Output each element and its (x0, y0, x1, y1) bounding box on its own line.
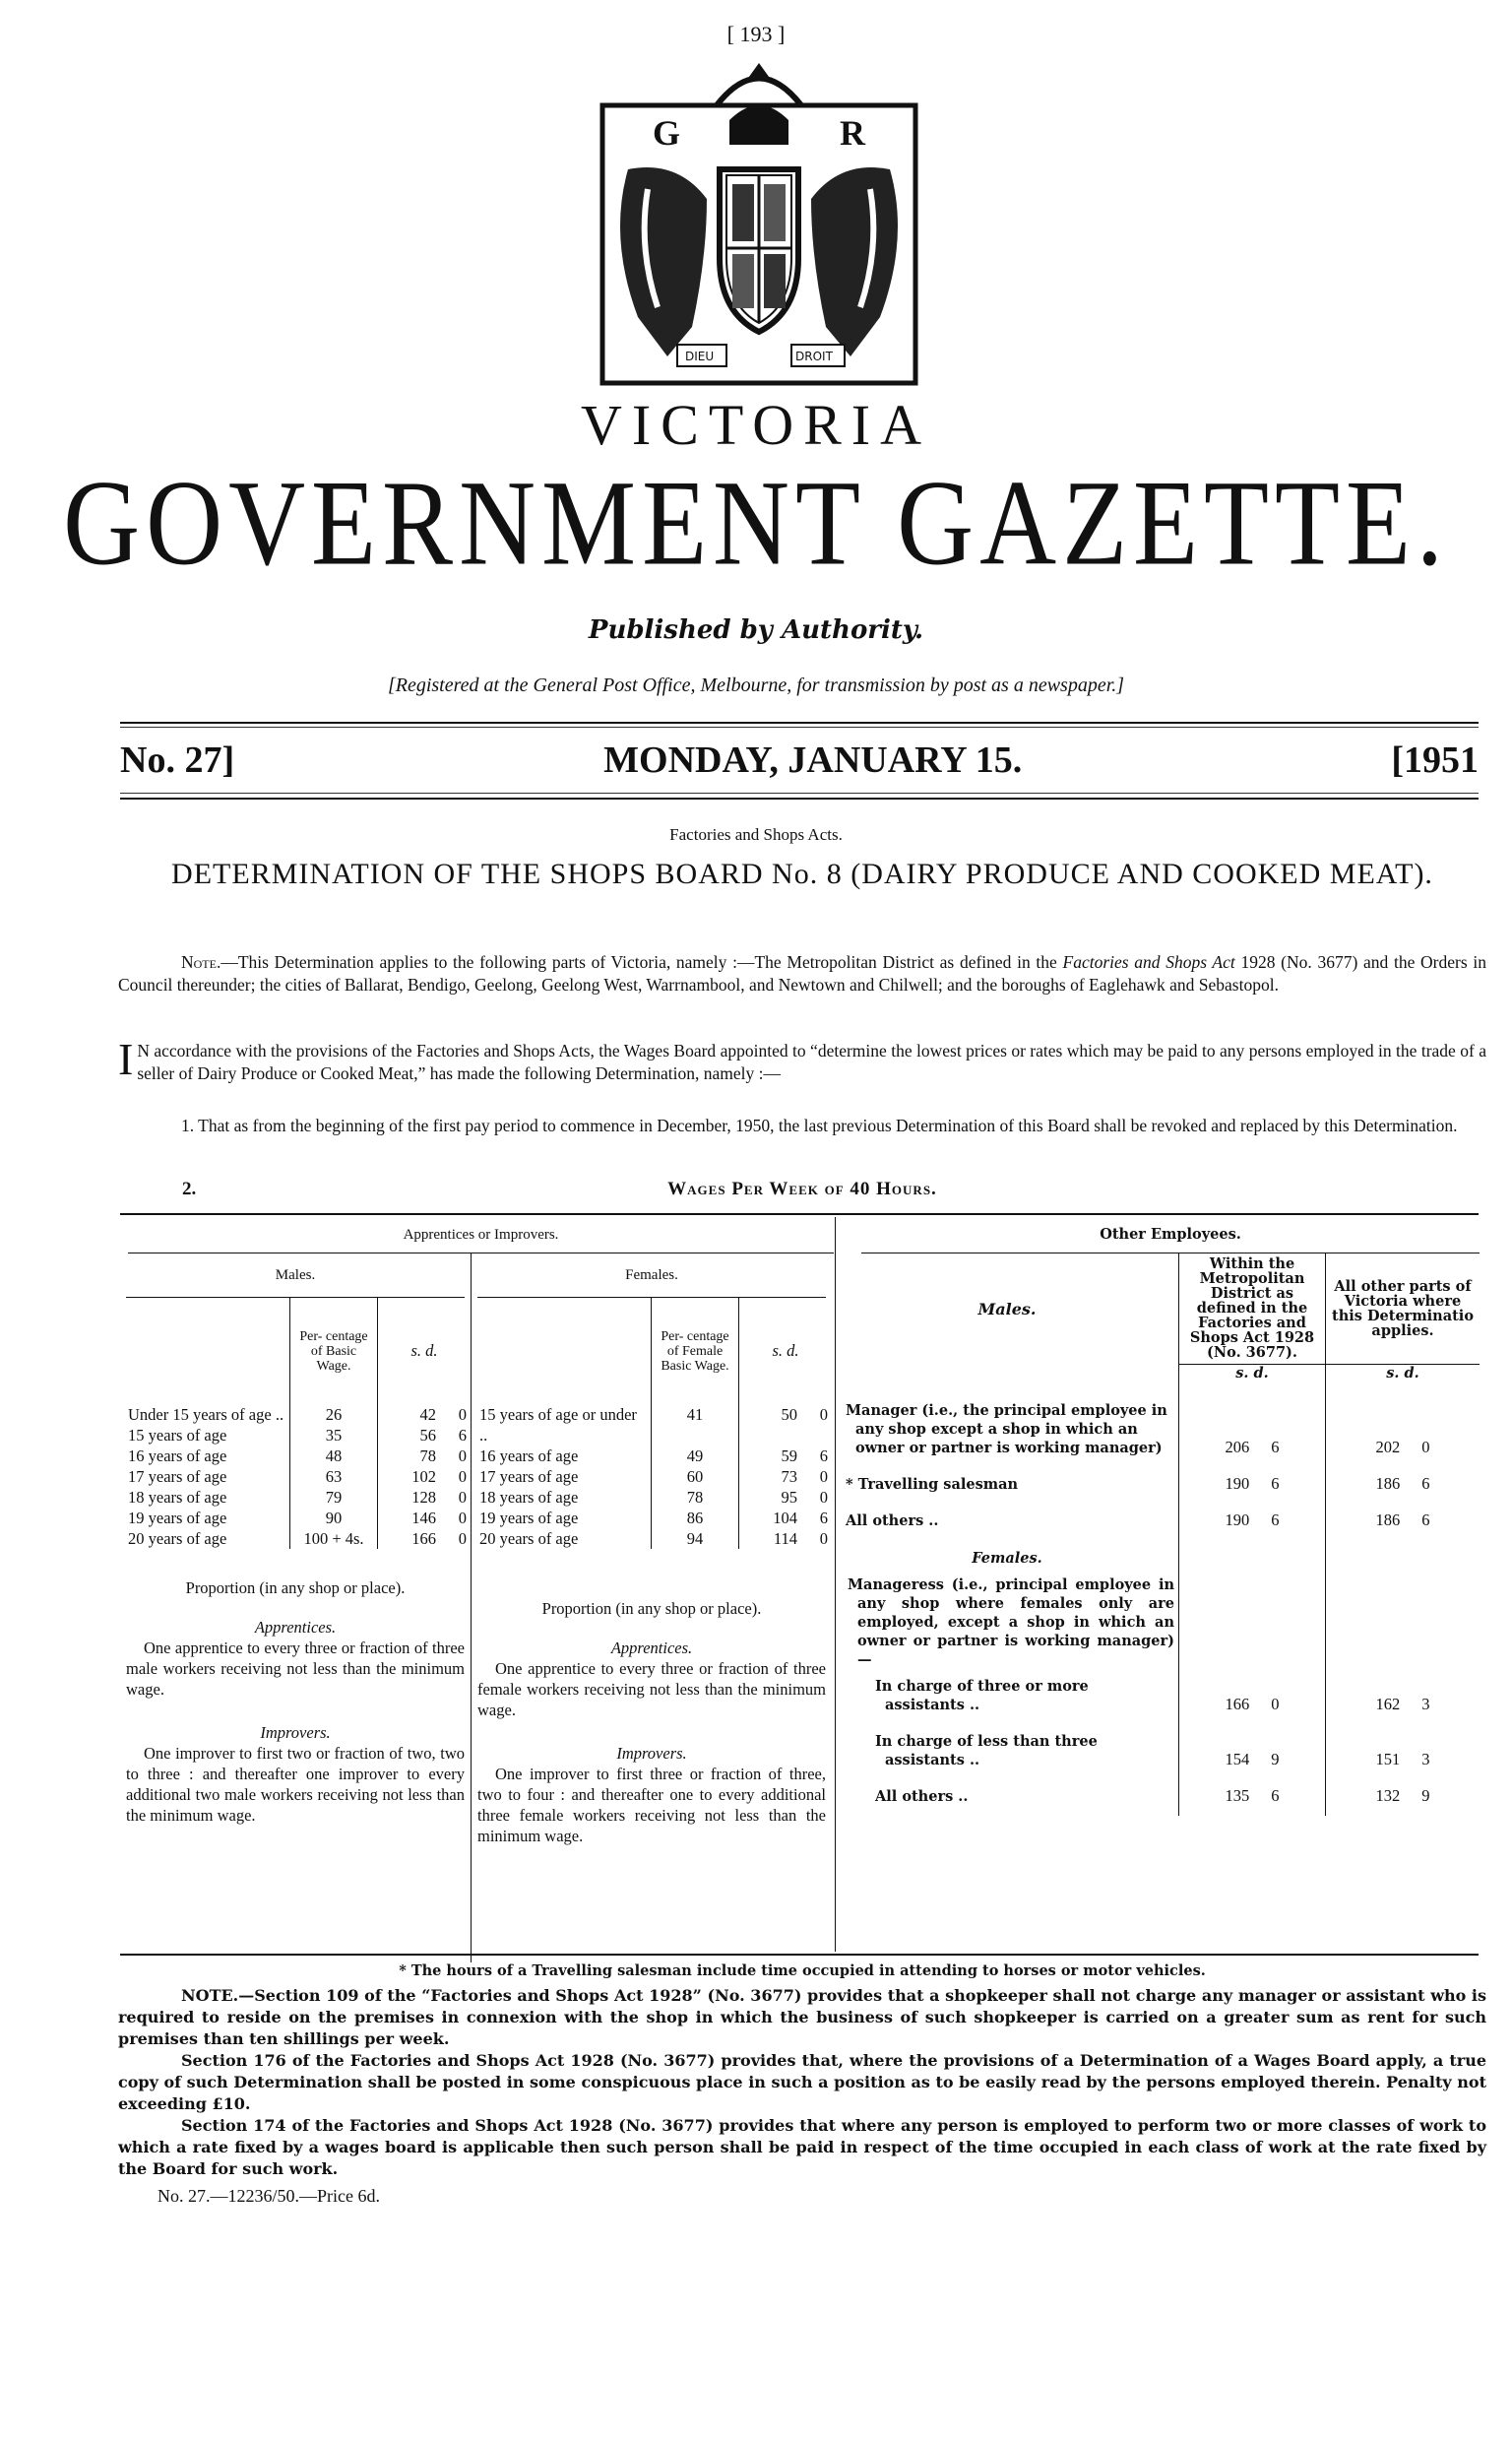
metro-wage-cell (1179, 1724, 1326, 1779)
clause-2-line (118, 1177, 1486, 1202)
metro-wage-cell (1179, 1669, 1326, 1724)
shillings-label: s. (1235, 1364, 1249, 1382)
shillings-cell: 146 (378, 1508, 440, 1528)
pence-cell: 0 (819, 1405, 828, 1424)
published-by-authority: Published by Authority. (588, 615, 924, 645)
age-cell: 19 years of age (128, 1509, 227, 1527)
shillings: 132 (1375, 1786, 1401, 1805)
clause-2-number: 2. (182, 1179, 197, 1199)
table-row (836, 1724, 1480, 1779)
pence-cell: 0 (819, 1488, 828, 1507)
page-number: [ 193 ] (726, 22, 786, 46)
table-row (472, 1528, 832, 1549)
table-row (836, 1467, 1480, 1504)
other-females-heading: Females. (972, 1549, 1042, 1567)
males-proportion-heading: Proportion (in any shop or place). (185, 1578, 406, 1597)
metro-wage-cell (1179, 1504, 1326, 1540)
percentage-cell: 100 + 4s. (290, 1528, 378, 1549)
pence: 3 (1421, 1750, 1430, 1768)
pence-label: d. (1253, 1364, 1269, 1382)
metro-header: Within the Metropolitan District as defined in the Factories and Shops Act 1928 (No. 3677). (1179, 1253, 1326, 1364)
other-wage-cell (1326, 1724, 1480, 1779)
pence-cell: 0 (458, 1467, 467, 1486)
row-label: In charge of less than three assistants .. (875, 1733, 1098, 1768)
metro-wage-cell (1179, 1467, 1326, 1504)
note-section-174: Section 174 of the Factories and Shops Act 1928 (No. 3677) provides that where any person is employed to perform two or more classes of work to which a rate fixed by a wages board is applicable then such person shall be paid in respect of the time occupied in each class of work at the rate fixed by the Board for such work. (118, 2116, 1486, 2178)
pence-cell: 0 (458, 1446, 467, 1465)
males-wage-table (120, 1298, 471, 1549)
table-row (120, 1425, 471, 1446)
shillings-cell: 42 (378, 1404, 440, 1425)
males-apprentices-text: One apprentice to every three or fraction of three male workers receiving not less than the minimum wage. (126, 1639, 465, 1699)
females-wage-table (472, 1298, 832, 1549)
age-cell: 18 years of age (479, 1488, 579, 1507)
shillings: 186 (1375, 1474, 1401, 1493)
shillings-cell: 104 (739, 1508, 801, 1528)
other-employees-grid (836, 1253, 1480, 1816)
age-cell: 15 years of age (128, 1426, 227, 1445)
intro-text: N accordance with the provisions of the Factories and Shops Acts, the Wages Board appointed to “determine the lowest prices or rates which may be paid to any persons employed in the trade of a seller of Dairy Produce or Cooked Meat,” has made the following Determination, namely :— (137, 1041, 1486, 1083)
females-sd-header (739, 1298, 833, 1404)
other-wage-cell (1326, 1393, 1480, 1467)
cipher-g: G (653, 113, 681, 153)
pence-label: d. (1404, 1364, 1419, 1382)
other-employees-table (835, 1217, 1480, 1952)
table-row (836, 1779, 1480, 1816)
table-row (120, 1508, 471, 1528)
percentage-cell: 48 (290, 1446, 378, 1466)
percentage-cell: 49 (652, 1446, 739, 1466)
table-row (120, 1404, 471, 1425)
footnote: * The hours of a Travelling salesman include time occupied in attending to horses or motor vehicles. (399, 1962, 1206, 1979)
table-bottom-rule (120, 1954, 1479, 1956)
other-wage-cell (1326, 1669, 1480, 1724)
shillings-cell: 114 (739, 1528, 801, 1549)
age-cell: 15 years of age or under .. (479, 1405, 637, 1445)
males-section (120, 1253, 471, 1962)
shillings: 154 (1225, 1750, 1250, 1768)
other-wage-cell (1326, 1504, 1480, 1540)
males-heading: Males. (126, 1253, 465, 1298)
other-wage-cell (1326, 1779, 1480, 1816)
divider (120, 727, 1479, 728)
percentage-cell: 35 (290, 1425, 378, 1446)
manageress-label: Manageress (i.e., principal employee in any shop where females only are employed, except a shop in which an owner or partner is working manager)— (848, 1576, 1174, 1668)
pence: 0 (1271, 1695, 1280, 1713)
age-cell: Under 15 years of age .. (128, 1405, 284, 1424)
shillings: 206 (1225, 1438, 1250, 1456)
age-cell: 16 years of age (128, 1446, 227, 1465)
drop-cap: I (118, 1034, 134, 1084)
table-row (472, 1466, 832, 1487)
other-males-header: Males. (977, 1299, 1037, 1318)
shillings-cell: 50 (739, 1404, 801, 1446)
other-employees-heading: Other Employees. (861, 1217, 1480, 1253)
pence: 6 (1421, 1510, 1430, 1529)
row-label: Manager (i.e., the principal employee in any shop except a shop in which an owner or partner is working manager) (846, 1402, 1167, 1456)
note-section-109: NOTE.—Section 109 of the “Factories and Shops Act 1928” (No. 3677) provides that a shopkeeper shall not charge any manager or assistant who is required to reside on the premises in connexion with the shop in which the business of such shopkeeper is carried on a greater sum as rent for such premises than ten shillings per week. (118, 1986, 1486, 2048)
age-cell: 17 years of age (479, 1467, 579, 1486)
issue-number: No. 27] (120, 739, 235, 781)
females-improvers-text: One improver to first three or fraction of three, two to four : and thereafter one to every additional three female workers receiving not less than the minimum wage. (477, 1765, 826, 1845)
pence: 9 (1421, 1786, 1430, 1805)
table-row (836, 1669, 1480, 1724)
females-improvers-heading: Improvers. (616, 1744, 687, 1763)
pence-cell: 6 (458, 1426, 467, 1445)
pence: 9 (1271, 1750, 1280, 1768)
apprentices-table (120, 1217, 834, 1962)
percentage-cell: 26 (290, 1404, 378, 1425)
age-cell: 17 years of age (128, 1467, 227, 1486)
males-improvers-heading: Improvers. (260, 1723, 331, 1742)
percentage-cell: 94 (652, 1528, 739, 1549)
shillings-cell: 128 (378, 1487, 440, 1508)
pence: 3 (1421, 1695, 1430, 1713)
pence-cell: 6 (819, 1446, 828, 1465)
coat-of-arms-icon (598, 61, 919, 386)
shillings: 162 (1375, 1695, 1401, 1713)
pence-cell: 0 (819, 1467, 828, 1486)
table-row (472, 1404, 832, 1446)
shillings-label: s. (410, 1341, 422, 1360)
age-cell: 19 years of age (479, 1509, 579, 1527)
note-text: —This Determination applies to the following parts of Victoria, namely :—The Metropolitan District as defined in the (220, 952, 1063, 972)
shillings-cell: 73 (739, 1466, 801, 1487)
females-pct-header: Per- centage of Female Basic Wage. (652, 1298, 739, 1404)
shillings: 166 (1225, 1695, 1250, 1713)
table-row (472, 1487, 832, 1508)
age-cell: 16 years of age (479, 1446, 579, 1465)
table-row (120, 1528, 471, 1549)
pence-cell: 0 (458, 1488, 467, 1507)
table-row (120, 1446, 471, 1466)
females-apprentices-heading: Apprentices. (610, 1639, 693, 1657)
percentage-cell: 60 (652, 1466, 739, 1487)
pence-cell: 0 (458, 1509, 467, 1527)
age-cell: 20 years of age (128, 1529, 227, 1548)
pence-cell: 0 (458, 1405, 467, 1424)
shillings-cell: 166 (378, 1528, 440, 1549)
percentage-cell: 86 (652, 1508, 739, 1528)
shillings: 190 (1225, 1510, 1250, 1529)
pence: 6 (1271, 1786, 1280, 1805)
row-label: * Travelling salesman (846, 1476, 1019, 1493)
shillings: 190 (1225, 1474, 1250, 1493)
issue-line (120, 733, 1479, 788)
row-label: In charge of three or more assistants .. (875, 1678, 1089, 1713)
females-section (471, 1253, 832, 1962)
cipher-r: R (840, 113, 865, 153)
males-pct-header: Per- centage of Basic Wage. (290, 1298, 378, 1404)
pence-label: d. (425, 1341, 438, 1360)
females-heading: Females. (477, 1253, 826, 1298)
other-sd-header (1326, 1364, 1480, 1393)
percentage-cell: 41 (652, 1404, 739, 1446)
age-cell: 18 years of age (128, 1488, 227, 1507)
divider (120, 722, 1479, 724)
applicability-note (118, 951, 1486, 996)
imprint-price: No. 27.—12236/50.—Price 6d. (158, 2186, 380, 2206)
table-row (120, 1487, 471, 1508)
shillings-label: s. (772, 1341, 784, 1360)
females-proportion-heading: Proportion (in any shop or place). (541, 1599, 762, 1618)
state-name: VICTORIA (580, 393, 932, 457)
shillings: 202 (1375, 1438, 1401, 1456)
motto-droit: DROIT (795, 350, 833, 363)
table-row (836, 1393, 1480, 1467)
metro-wage-cell (1179, 1779, 1326, 1816)
shillings: 135 (1225, 1786, 1250, 1805)
row-label: All others .. (846, 1512, 939, 1529)
percentage-cell: 90 (290, 1508, 378, 1528)
shillings-cell: 78 (378, 1446, 440, 1466)
pence: 6 (1271, 1474, 1280, 1493)
clause-1: 1. That as from the beginning of the first pay period to commence in December, 1950, the last previous Determination of this Board shall be revoked and replaced by this Determination. (181, 1116, 1458, 1135)
other-parts-header: All other parts of Victoria where this Determinatio applies. (1326, 1253, 1480, 1364)
pence: 6 (1271, 1510, 1280, 1529)
pence-cell: 0 (819, 1529, 828, 1548)
table-row (472, 1446, 832, 1466)
wages-heading: Wages Per Week of 40 Hours. (667, 1179, 937, 1199)
metro-wage-cell (1179, 1393, 1326, 1467)
gazette-title: GOVERNMENT GAZETTE. (63, 456, 1449, 591)
registration-note: [Registered at the General Post Office, Melbourne, for transmission by post as a newspaper.] (387, 675, 1125, 696)
table-top-rule (120, 1213, 1479, 1215)
apprentices-heading: Apprentices or Improvers. (128, 1217, 834, 1253)
shillings-label: s. (1386, 1364, 1400, 1382)
note-text-cont: 1928 (No. 3677) and the Orders in Council thereunder; the cities of Ballarat, Bendigo, Geelong, Geelong West, Warrnambool, and Newtown and Chilwell; and the boroughs of Eaglehawk and Sebastopol. (118, 952, 1486, 995)
other-wage-cell (1326, 1467, 1480, 1504)
percentage-cell: 63 (290, 1466, 378, 1487)
divider (120, 793, 1479, 794)
table-row (120, 1466, 471, 1487)
pence: 0 (1421, 1438, 1430, 1456)
motto-dieu: DIEU (685, 350, 715, 363)
males-apprentices-heading: Apprentices. (254, 1618, 337, 1637)
pence-cell: 6 (819, 1509, 828, 1527)
shillings-cell: 56 (378, 1425, 440, 1446)
shillings-cell: 95 (739, 1487, 801, 1508)
percentage-cell: 79 (290, 1487, 378, 1508)
note-section-176: Section 176 of the Factories and Shops Act 1928 (No. 3677) provides that, where the provisions of a Determination of a Wages Board apply, a true copy of such Determination shall be posted in some conspicuous place in such a position as to be easily read by the persons employed therein. Penalty not exceeding £10. (118, 2051, 1486, 2113)
table-row (472, 1508, 832, 1528)
issue-year: [1951 (1391, 739, 1479, 781)
pence-label: d. (787, 1341, 799, 1360)
row-label: All others .. (875, 1788, 969, 1805)
metro-sd-header (1179, 1364, 1326, 1393)
shillings-cell: 102 (378, 1466, 440, 1487)
pence: 6 (1421, 1474, 1430, 1493)
pence: 6 (1271, 1438, 1280, 1456)
determination-title: DETERMINATION OF THE SHOPS BOARD No. 8 (DAIRY PRODUCE AND COOKED MEAT). (171, 858, 1433, 890)
shillings: 186 (1375, 1510, 1401, 1529)
percentage-cell: 78 (652, 1487, 739, 1508)
males-improvers-text: One improver to first two or fraction of two, two to three : and thereafter one improver to every additional two male workers receiving not less than the minimum wage. (126, 1744, 465, 1825)
note-label: Note. (181, 952, 221, 972)
shillings: 151 (1375, 1750, 1401, 1768)
females-apprentices-text: One apprentice to every three or fraction of three female workers receiving not less than the minimum wage. (477, 1659, 826, 1719)
act-heading: Factories and Shops Acts. (669, 825, 843, 844)
pence-cell: 0 (458, 1529, 467, 1548)
note-act-name: Factories and Shops Act (1062, 952, 1235, 972)
table-row (836, 1504, 1480, 1540)
bottom-notes (118, 1961, 1486, 2207)
intro-paragraph (118, 1034, 1486, 1085)
shillings-cell: 59 (739, 1446, 801, 1466)
age-cell: 20 years of age (479, 1529, 579, 1548)
males-sd-header (378, 1298, 472, 1404)
issue-date: MONDAY, JANUARY 15. (603, 739, 1023, 781)
divider (120, 798, 1479, 800)
